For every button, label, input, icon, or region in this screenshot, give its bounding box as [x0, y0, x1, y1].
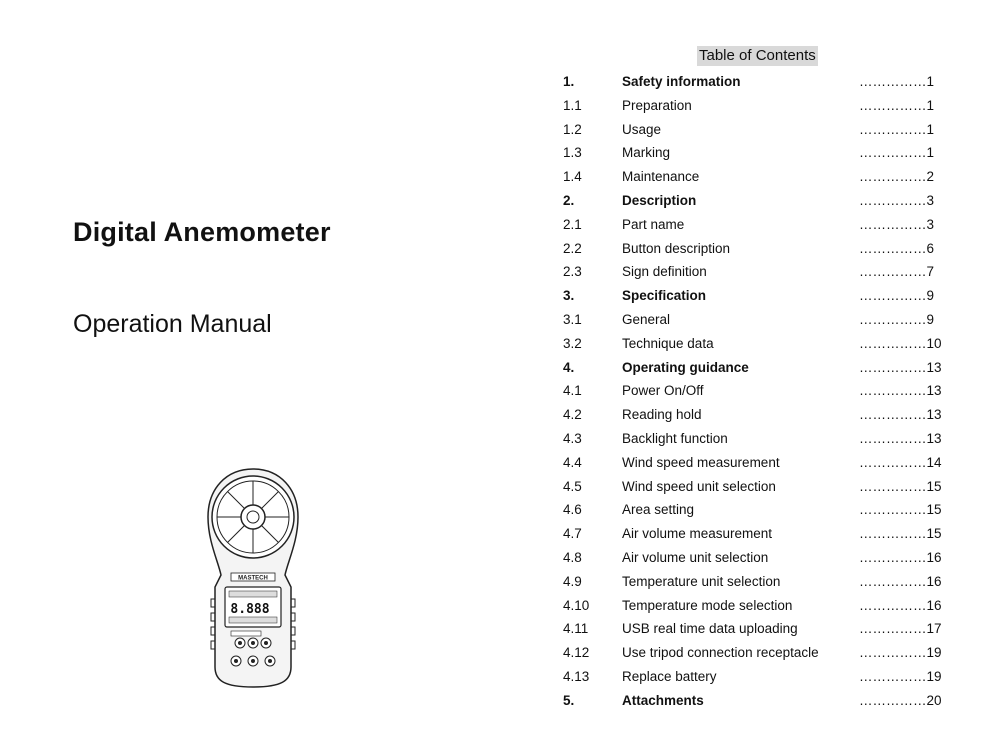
toc-entry-page: ……………19 [859, 645, 942, 661]
toc-entry-page: ……………13 [859, 407, 942, 423]
toc-entry-title: Area setting [622, 502, 695, 518]
toc-subsection-row[interactable] [563, 475, 963, 499]
toc-subsection-row[interactable] [563, 570, 963, 594]
toc-entry-title: Maintenance [622, 169, 700, 185]
toc-entry-title: Button description [622, 240, 731, 256]
toc-entry-page: ……………17 [859, 621, 942, 637]
toc-subsection-row[interactable] [563, 237, 963, 261]
toc-entry-number: 2. [563, 192, 575, 208]
toc-entry-title: Wind speed measurement [622, 454, 780, 470]
toc-section-row[interactable] [563, 189, 963, 213]
toc-entry-page: ……………3 [859, 216, 935, 232]
toc-entry-number: 4.11 [563, 621, 589, 637]
toc-entry-number: 1. [563, 74, 575, 89]
toc-entry-page: ……………9 [859, 288, 935, 304]
toc-entry-number: 4.9 [563, 573, 582, 589]
toc-entry-number: 4.3 [563, 430, 582, 446]
toc-subsection-row[interactable] [563, 594, 963, 618]
toc-entry-number: 3. [563, 288, 575, 304]
toc-entry-page: ……………19 [859, 668, 942, 684]
toc-entry-title: Air volume measurement [622, 526, 773, 542]
toc-entry-page: ……………1 [859, 145, 935, 161]
toc-entry-page: ……………13 [859, 430, 942, 446]
toc-entry-page: ……………9 [859, 311, 935, 327]
toc-subsection-row[interactable] [563, 451, 963, 475]
toc-entry-page: ……………15 [859, 502, 942, 518]
toc-entry-title: Temperature unit selection [622, 573, 781, 589]
toc-entry-number: 4.4 [563, 454, 582, 470]
toc-entry-number: 1.4 [563, 169, 582, 185]
toc-entry-title: Specification [622, 288, 707, 304]
toc-subsection-row[interactable] [563, 308, 963, 332]
toc-entry-number: 4.2 [563, 407, 582, 423]
toc-subsection-row[interactable] [563, 94, 963, 118]
toc-entry-title: Reading hold [622, 407, 702, 423]
toc-entry-title: Backlight function [622, 430, 728, 446]
toc-subsection-row[interactable] [563, 141, 963, 165]
toc-entry-number: 1.3 [563, 145, 582, 161]
toc-subsection-row[interactable] [563, 165, 963, 189]
toc-heading: Table of Contents [699, 47, 816, 64]
toc-section-row[interactable] [563, 356, 963, 380]
toc-entry-title: Operating guidance [622, 359, 749, 375]
toc-entry-title: Replace battery [622, 668, 717, 684]
toc-subsection-row[interactable] [563, 546, 963, 570]
toc-entry-page: ……………14 [859, 454, 942, 470]
anemometer-illustration [203, 467, 303, 689]
toc-entry-title: Description [622, 192, 697, 208]
toc-entry-number: 3.2 [563, 335, 582, 351]
toc-entry-title: Power On/Off [622, 383, 704, 399]
toc-entry-title: Usage [622, 121, 662, 137]
toc-entry-page: ……………1 [859, 97, 935, 113]
toc-entry-number: 4.7 [563, 526, 582, 542]
brand-logo: MASTECH [238, 575, 268, 582]
toc-entry-page: ……………6 [859, 240, 935, 256]
toc-entry-page: ……………16 [859, 597, 942, 613]
toc-section-row[interactable] [563, 70, 963, 94]
toc-section-row[interactable] [563, 284, 963, 308]
toc-entry-page: ……………1 [859, 121, 935, 137]
toc-entry-number: 3.1 [563, 311, 582, 327]
toc-entry-page: ……………10 [859, 335, 942, 351]
toc-entry-title: Preparation [622, 97, 692, 113]
toc-subsection-row[interactable] [563, 118, 963, 142]
toc-entry-page: ……………3 [859, 192, 935, 208]
toc-entry-number: 4.6 [563, 502, 582, 518]
toc-subsection-row[interactable] [563, 427, 963, 451]
toc-subsection-row[interactable] [563, 213, 963, 237]
toc-entry-number: 4. [563, 359, 575, 375]
toc-entry-number: 4.1 [563, 383, 582, 399]
toc-entry-number: 1.2 [563, 121, 582, 137]
toc-entry-page: ……………15 [859, 526, 942, 542]
toc-entry-page: ……………16 [859, 549, 942, 565]
toc-entry-number: 2.3 [563, 264, 582, 280]
toc-subsection-row[interactable] [563, 260, 963, 284]
toc-entry-page: ……………20 [859, 692, 942, 708]
toc-entry-page: ……………13 [859, 383, 942, 399]
toc-entry-number: 5. [563, 692, 575, 708]
toc-entry-page: ……………15 [859, 478, 942, 494]
toc-subsection-row[interactable] [563, 522, 963, 546]
toc-entry-title: Use tripod connection receptacle [622, 645, 819, 661]
toc-entry-number: 4.8 [563, 549, 582, 565]
toc-entry-page: ……………7 [859, 264, 935, 280]
toc-entry-title: Part name [622, 216, 685, 232]
toc-entry-title: Marking [622, 145, 671, 161]
document-subtitle: Operation Manual [73, 310, 272, 338]
toc-subsection-row[interactable] [563, 379, 963, 403]
toc-subsection-row[interactable] [563, 641, 963, 665]
toc-subsection-row[interactable] [563, 665, 963, 689]
toc-entry-number: 2.2 [563, 240, 582, 256]
toc-entry-title: Temperature mode selection [622, 597, 793, 613]
toc-entry-page: ……………13 [859, 359, 942, 375]
toc-entry-number: 4.13 [563, 668, 590, 684]
toc-subsection-row[interactable] [563, 332, 963, 356]
table-of-contents [563, 70, 963, 713]
toc-entry-number: 4.10 [563, 597, 590, 613]
toc-entry-number: 4.5 [563, 478, 582, 494]
toc-entry-title: Air volume unit selection [622, 549, 769, 565]
toc-entry-page: ……………2 [859, 169, 935, 185]
toc-entry-title: USB real time data uploading [622, 621, 798, 637]
document-title: Digital Anemometer [73, 217, 331, 247]
toc-subsection-row[interactable] [563, 498, 963, 522]
toc-entry-page: ……………16 [859, 573, 942, 589]
toc-entry-page: ……………1 [859, 74, 935, 89]
toc-entry-title: Attachments [622, 692, 704, 708]
lcd-reading: 8.888 [230, 602, 270, 617]
toc-subsection-row[interactable] [563, 403, 963, 427]
toc-subsection-row[interactable] [563, 617, 963, 641]
toc-entry-title: Wind speed unit selection [622, 478, 776, 494]
toc-entry-number: 2.1 [563, 216, 582, 232]
toc-entry-title: Safety information [622, 74, 741, 89]
toc-entry-title: General [622, 311, 671, 327]
toc-entry-title: Technique data [622, 335, 714, 351]
toc-entry-title: Sign definition [622, 264, 707, 280]
toc-section-row[interactable] [563, 689, 963, 713]
toc-entry-number: 1.1 [563, 97, 582, 113]
toc-entry-number: 4.12 [563, 645, 590, 661]
